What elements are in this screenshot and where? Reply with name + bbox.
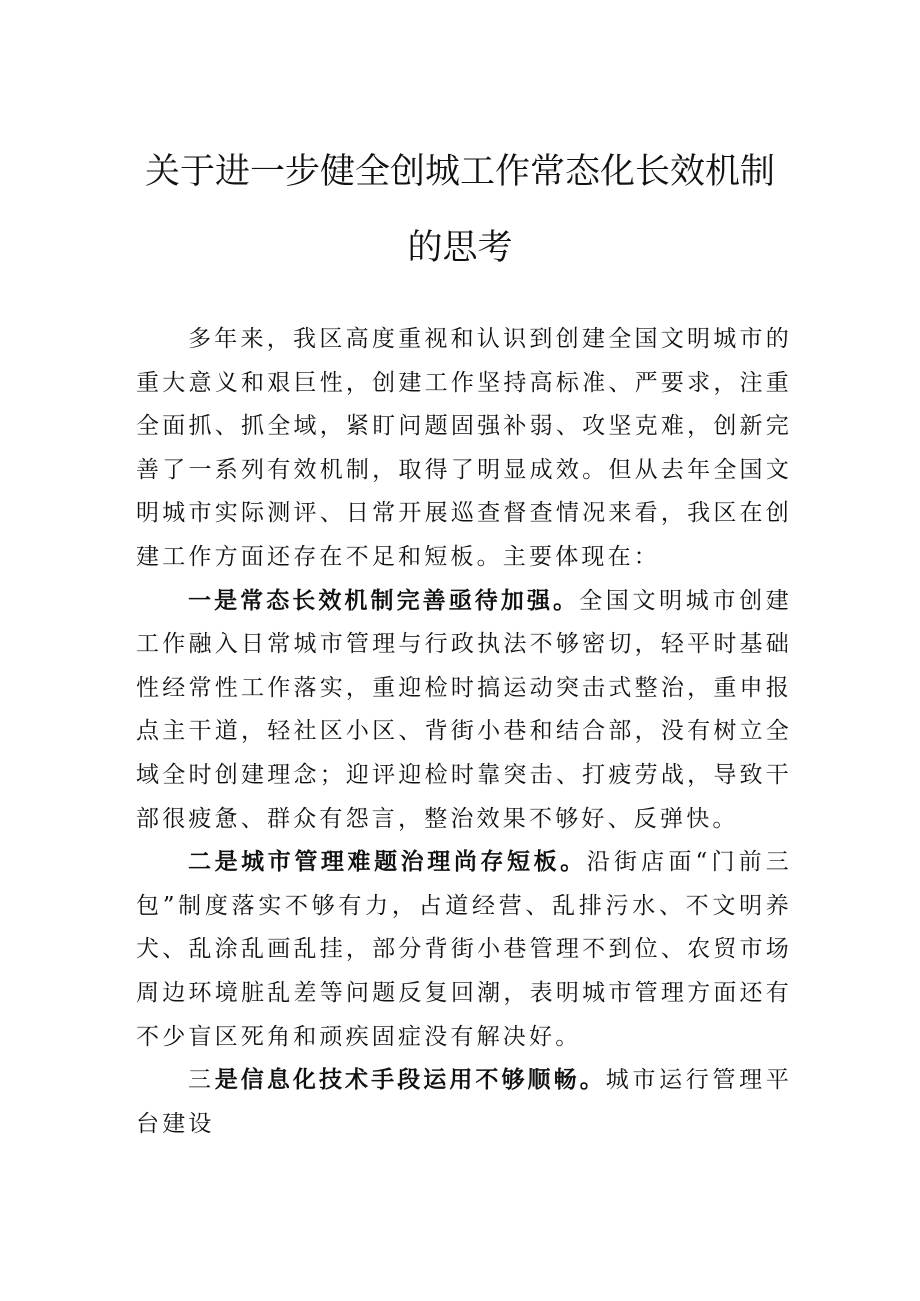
point-two-paragraph — [136, 841, 792, 1059]
point-three-text: 城市运行管理平台建设 — [136, 1067, 793, 1137]
point-three-paragraph — [136, 1059, 792, 1146]
document-title-continuation: 的思考 — [407, 228, 513, 268]
point-one-text: 全国文明城市创建工作融入日常城市管理与行政执法不够密切，轻平时基础性经常性工作落实，重迎检时搞运动突击式整治，重申报点主干道，轻社区小区、背街小巷和结合部，没有树立全域全时创建理念；迎评迎检时靠突击、打疲劳战，导致干部很疲惫、群众有怨言，整治效果不够好、反弹快。 — [136, 587, 792, 832]
intro-paragraph: 多年来，我区高度重视和认识到创建全国文明城市的重大意义和艰巨性，创建工作坚持高标准、严要求，注重全面抓、抓全域，紧盯问题固强补弱、攻坚克难，创新完善了一系列有效机制，取得了明显成效。但从去年全国文明城市实际测评、日常开展巡查督查情况来看，我区在创建工作方面还存在不足和短板。主要体现在： — [136, 326, 792, 570]
point-three-heading: 是信息化技术手段运用不够顺畅。 — [214, 1067, 606, 1094]
document-title: 关于进一步健全创城工作常态化长效机制 — [144, 152, 775, 192]
point-one-paragraph — [136, 580, 792, 842]
point-two-text: 沿街店面“门前三包”制度落实不够有力，占道经营、乱排污水、不文明养犬、乱涂乱画乱挂，部分背街小巷管理不到位、农贸市场周边环境脏乱差等问题反复回潮，表明城市管理方面还有不少盲区死角和顽疾固症没有解决好。 — [136, 849, 793, 1050]
point-one-heading: 一是常态长效机制完善亟待加强。 — [188, 587, 580, 614]
document-body — [136, 318, 792, 1146]
point-three-heading-prefix: 三 — [188, 1067, 215, 1094]
point-two-heading: 二是城市管理难题治理尚存短板。 — [188, 849, 587, 876]
